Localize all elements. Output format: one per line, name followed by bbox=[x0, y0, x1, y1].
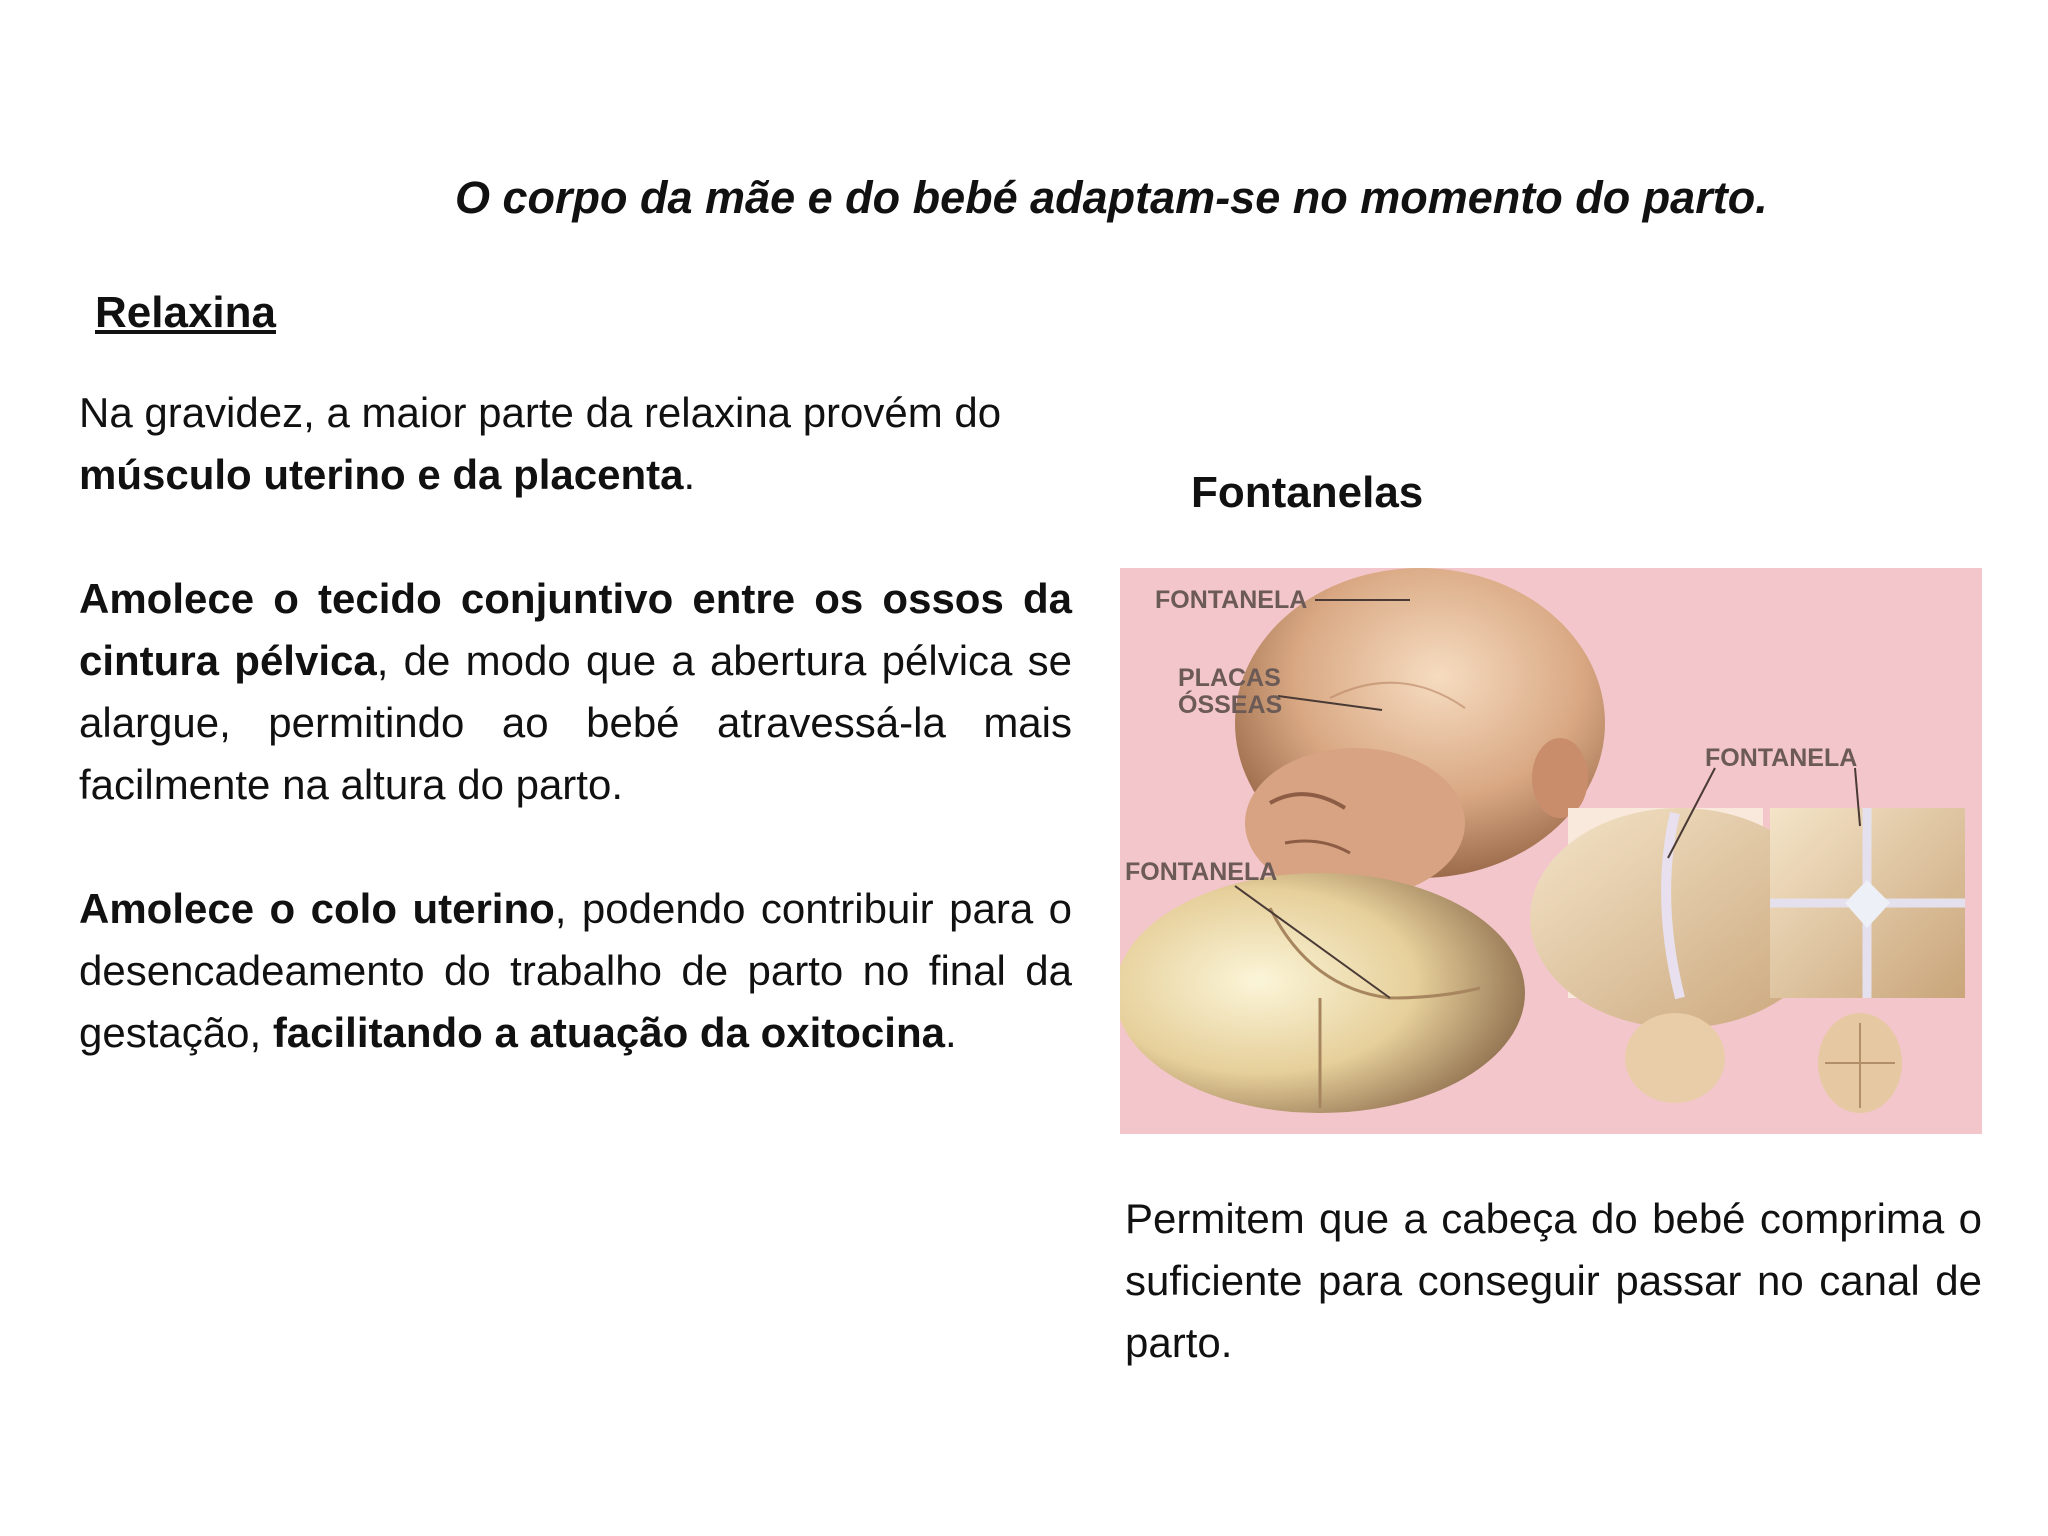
p3-bold-2: facilitando a atuação da oxitocina bbox=[272, 1009, 945, 1056]
fontanelas-illustration bbox=[1120, 568, 1982, 1134]
p3-text-2: . bbox=[944, 1009, 957, 1056]
fontanelas-heading: Fontanelas bbox=[1191, 468, 1424, 517]
p3-bold-1: Amolece o colo uterino bbox=[79, 885, 555, 932]
label-osseas: ÓSSEAS bbox=[1178, 691, 1283, 719]
p2-text-1: , de modo que a abertura pélvica se alargue, permitindo ao bebé atravessá-la mais facilmente na altura do parto. bbox=[79, 637, 1073, 808]
p1-text-1: Na gravidez, a maior parte da relaxina provém do bbox=[79, 389, 1002, 436]
p2-bold-1: Amolece o tecido conjuntivo entre os ossos da cintura pélvica bbox=[79, 575, 1072, 684]
skull-top-drawing bbox=[1120, 873, 1525, 1113]
relaxina-paragraph-3 bbox=[79, 878, 1072, 1064]
fontanelas-figure bbox=[1120, 568, 1982, 1134]
relaxina-paragraph-1 bbox=[79, 382, 1072, 506]
label-fontanela-top: FONTANELA bbox=[1155, 586, 1308, 614]
relaxina-text-block bbox=[79, 382, 1072, 1064]
label-fontanela-bottom: FONTANELA bbox=[1125, 858, 1278, 886]
slide-title: O corpo da mãe e do bebé adaptam-se no momento do parto. bbox=[455, 172, 1768, 223]
p1-bold-1: músculo uterino e da placenta bbox=[79, 451, 684, 498]
p1-text-2: . bbox=[683, 451, 696, 498]
relaxina-paragraph-2 bbox=[79, 568, 1072, 816]
p3-text-1: , podendo contribuir para o desencadeamento do trabalho de parto no final da gestação, bbox=[79, 885, 1072, 1056]
label-placas: PLACAS bbox=[1178, 664, 1281, 692]
relaxina-heading: Relaxina bbox=[95, 288, 276, 337]
fontanelas-caption: Permitem que a cabeça do bebé comprima o suficiente para conseguir passar no canal de parto. bbox=[1125, 1195, 1982, 1366]
fontanel-detail-right bbox=[1770, 808, 1965, 998]
label-fontanela-right: FONTANELA bbox=[1705, 744, 1858, 772]
